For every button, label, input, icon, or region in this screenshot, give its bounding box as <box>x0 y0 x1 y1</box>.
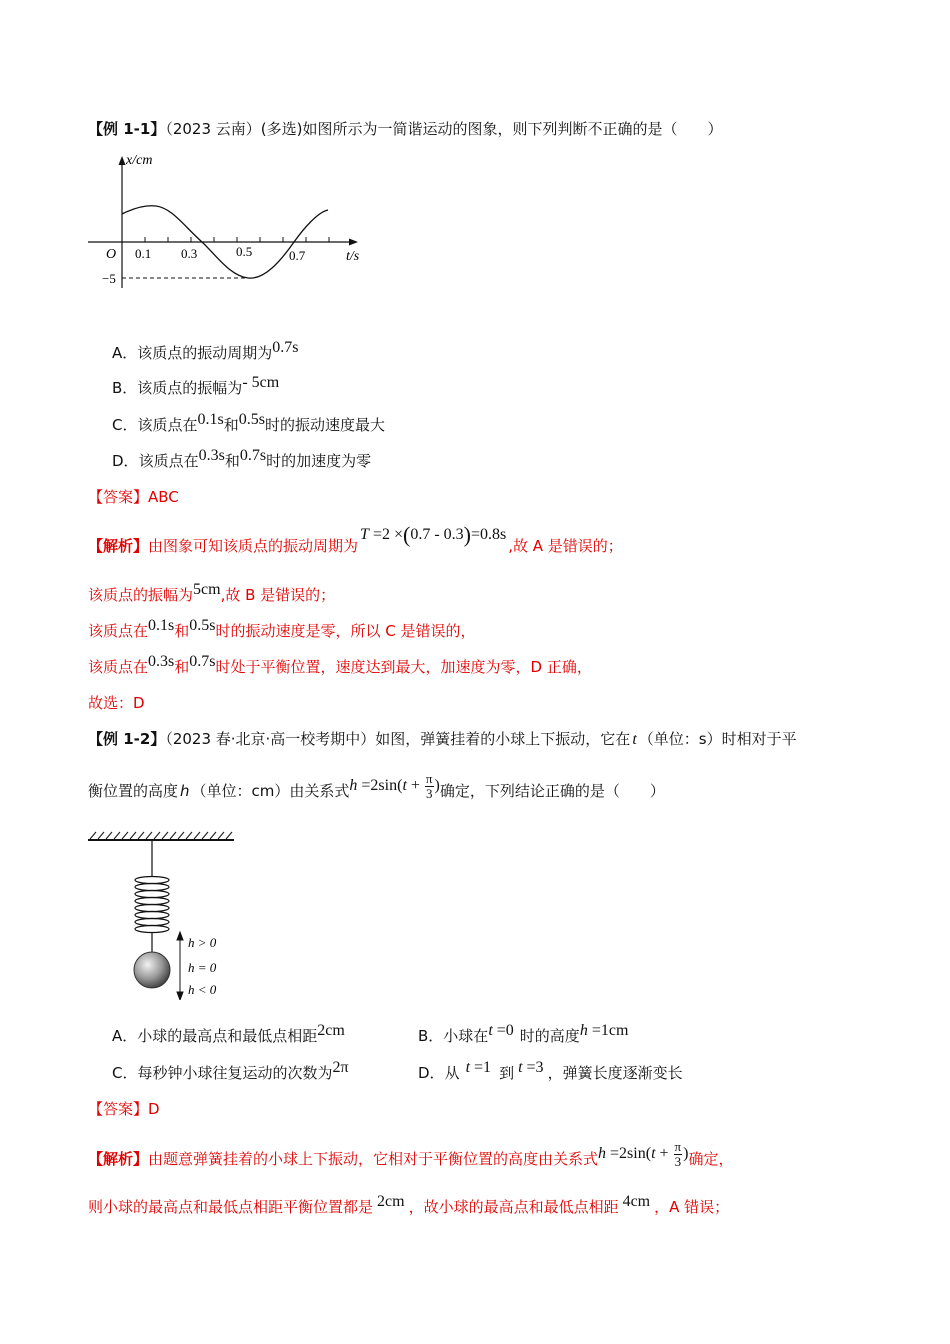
option-b <box>112 374 280 398</box>
option-text: 和 <box>224 452 240 470</box>
option-text: 该质点在 <box>138 452 199 470</box>
analysis-1-1-line5: 故选：D <box>88 694 145 712</box>
example-tag: 【例 1-1】 <box>88 120 166 138</box>
option-math: 0.3s <box>198 447 225 464</box>
label-h-positive: h > 0 <box>188 935 217 950</box>
example-1-2-stem-line2: 衡位置的高度 h （单位：cm）由关系式h =2sin(t + $\frac{\pi}{3}$ )确定，下列结论正确的是（ ） <box>88 771 665 801</box>
height-formula: h =2sin(t + $\frac{\pi}{3}$ ) <box>598 1139 689 1169</box>
analysis-head: 【解析】 <box>88 537 149 555</box>
x-tick-label: 0.3 <box>181 246 198 261</box>
option-d <box>112 447 372 471</box>
example-1-1-stem <box>88 118 723 139</box>
option-b-1-2: B．小球在t =0 时的高度h =1cm <box>418 1022 629 1045</box>
ball <box>134 952 170 988</box>
option-letter: D． <box>112 452 139 470</box>
spring-ball-figure <box>88 830 248 1000</box>
example-1-2-stem-line1: 【例 1-2】（2023 春·北京·高一校考期中）如图，弹簧挂着的小球上下振动，它在 t （单位：s）时相对于平 <box>88 730 797 748</box>
example-source: （2023 云南） <box>165 120 261 138</box>
option-math: 0.5s <box>238 411 265 428</box>
option-c <box>112 411 385 435</box>
example-question: (多选)如图所示为一简谐运动的图象，则下列判断不正确的是（ ） <box>260 120 723 138</box>
height-arrow <box>177 932 183 1000</box>
answer-1-1: 【答案】ABC <box>88 488 179 506</box>
option-c-1-2: C．每秒钟小球往复运动的次数为2π <box>112 1059 349 1082</box>
option-text: 该质点的振动周期为 <box>137 344 273 362</box>
x-axis-label: t/s <box>346 249 360 264</box>
option-letter: A． <box>112 344 138 362</box>
option-math: - 5cm <box>242 374 280 391</box>
x-ticks <box>145 237 329 242</box>
analysis-1-1-line1 <box>88 522 623 560</box>
option-a <box>112 339 299 363</box>
option-math: 0.7s <box>239 447 267 464</box>
option-math: 0.7s <box>272 339 299 356</box>
option-text: 该质点在 <box>137 416 198 434</box>
option-text: 该质点的振幅为 <box>137 379 243 397</box>
option-text: 时的加速度为零 <box>266 452 372 470</box>
y-tick-label: −5 <box>102 271 116 286</box>
ceiling <box>88 832 234 840</box>
option-math: 0.1s <box>197 411 224 428</box>
label-h-zero: h = 0 <box>188 960 217 975</box>
analysis-text: 由图象可知该质点的振动周期为 <box>148 537 359 555</box>
x-tick-label: 0.5 <box>236 244 253 259</box>
x-axis <box>88 239 358 246</box>
y-axis-label: x/cm <box>126 153 153 168</box>
analysis-1-1-line3: 该质点在0.1s和0.5s时的振动速度是零，所以 C 是错误的， <box>88 617 476 640</box>
option-d-1-2: D．从 t =1 到 t =3 ，弹簧长度逐渐变长 <box>418 1059 683 1082</box>
label-h-negative: h < 0 <box>188 982 217 997</box>
shm-graph <box>88 150 378 300</box>
height-formula: h =2sin(t + $\frac{\pi}{3}$ ) <box>349 771 440 801</box>
spring <box>135 840 169 952</box>
origin-label: O <box>106 247 117 262</box>
option-a-1-2: A．小球的最高点和最低点相距2cm <box>112 1022 345 1045</box>
analysis-1-2-line2: 则小球的最高点和最低点相距平衡位置都是 2cm ，故小球的最高点和最低点相距 4cm ，A 错误； <box>88 1193 730 1216</box>
analysis-1-2-line1: 【解析】由题意弹簧挂着的小球上下振动，它相对于平衡位置的高度由关系式h =2sin(t + $\frac{\pi}{3}$ )确定， <box>88 1139 734 1169</box>
analysis-text: ,故 A 是错误的； <box>508 537 623 555</box>
option-text: 时的振动速度最大 <box>264 416 385 434</box>
option-text: 和 <box>223 416 239 434</box>
option-letter: B． <box>112 379 138 397</box>
x-tick-label: 0.1 <box>135 246 152 261</box>
example-tag: 【例 1-2】 <box>88 730 166 748</box>
answer-1-2: 【答案】D <box>88 1100 160 1118</box>
analysis-1-1-line4: 该质点在0.3s和0.7s时处于平衡位置，速度达到最大，加速度为零，D 正确， <box>88 653 592 676</box>
y-axis <box>119 156 126 288</box>
x-tick-label: 0.7 <box>289 248 306 263</box>
option-letter: C． <box>112 416 138 434</box>
period-formula: T =2 ×(0.7 - 0.3)=0.8s <box>360 522 507 547</box>
analysis-1-1-line2: 该质点的振幅为5cm,故 B 是错误的； <box>88 581 336 604</box>
